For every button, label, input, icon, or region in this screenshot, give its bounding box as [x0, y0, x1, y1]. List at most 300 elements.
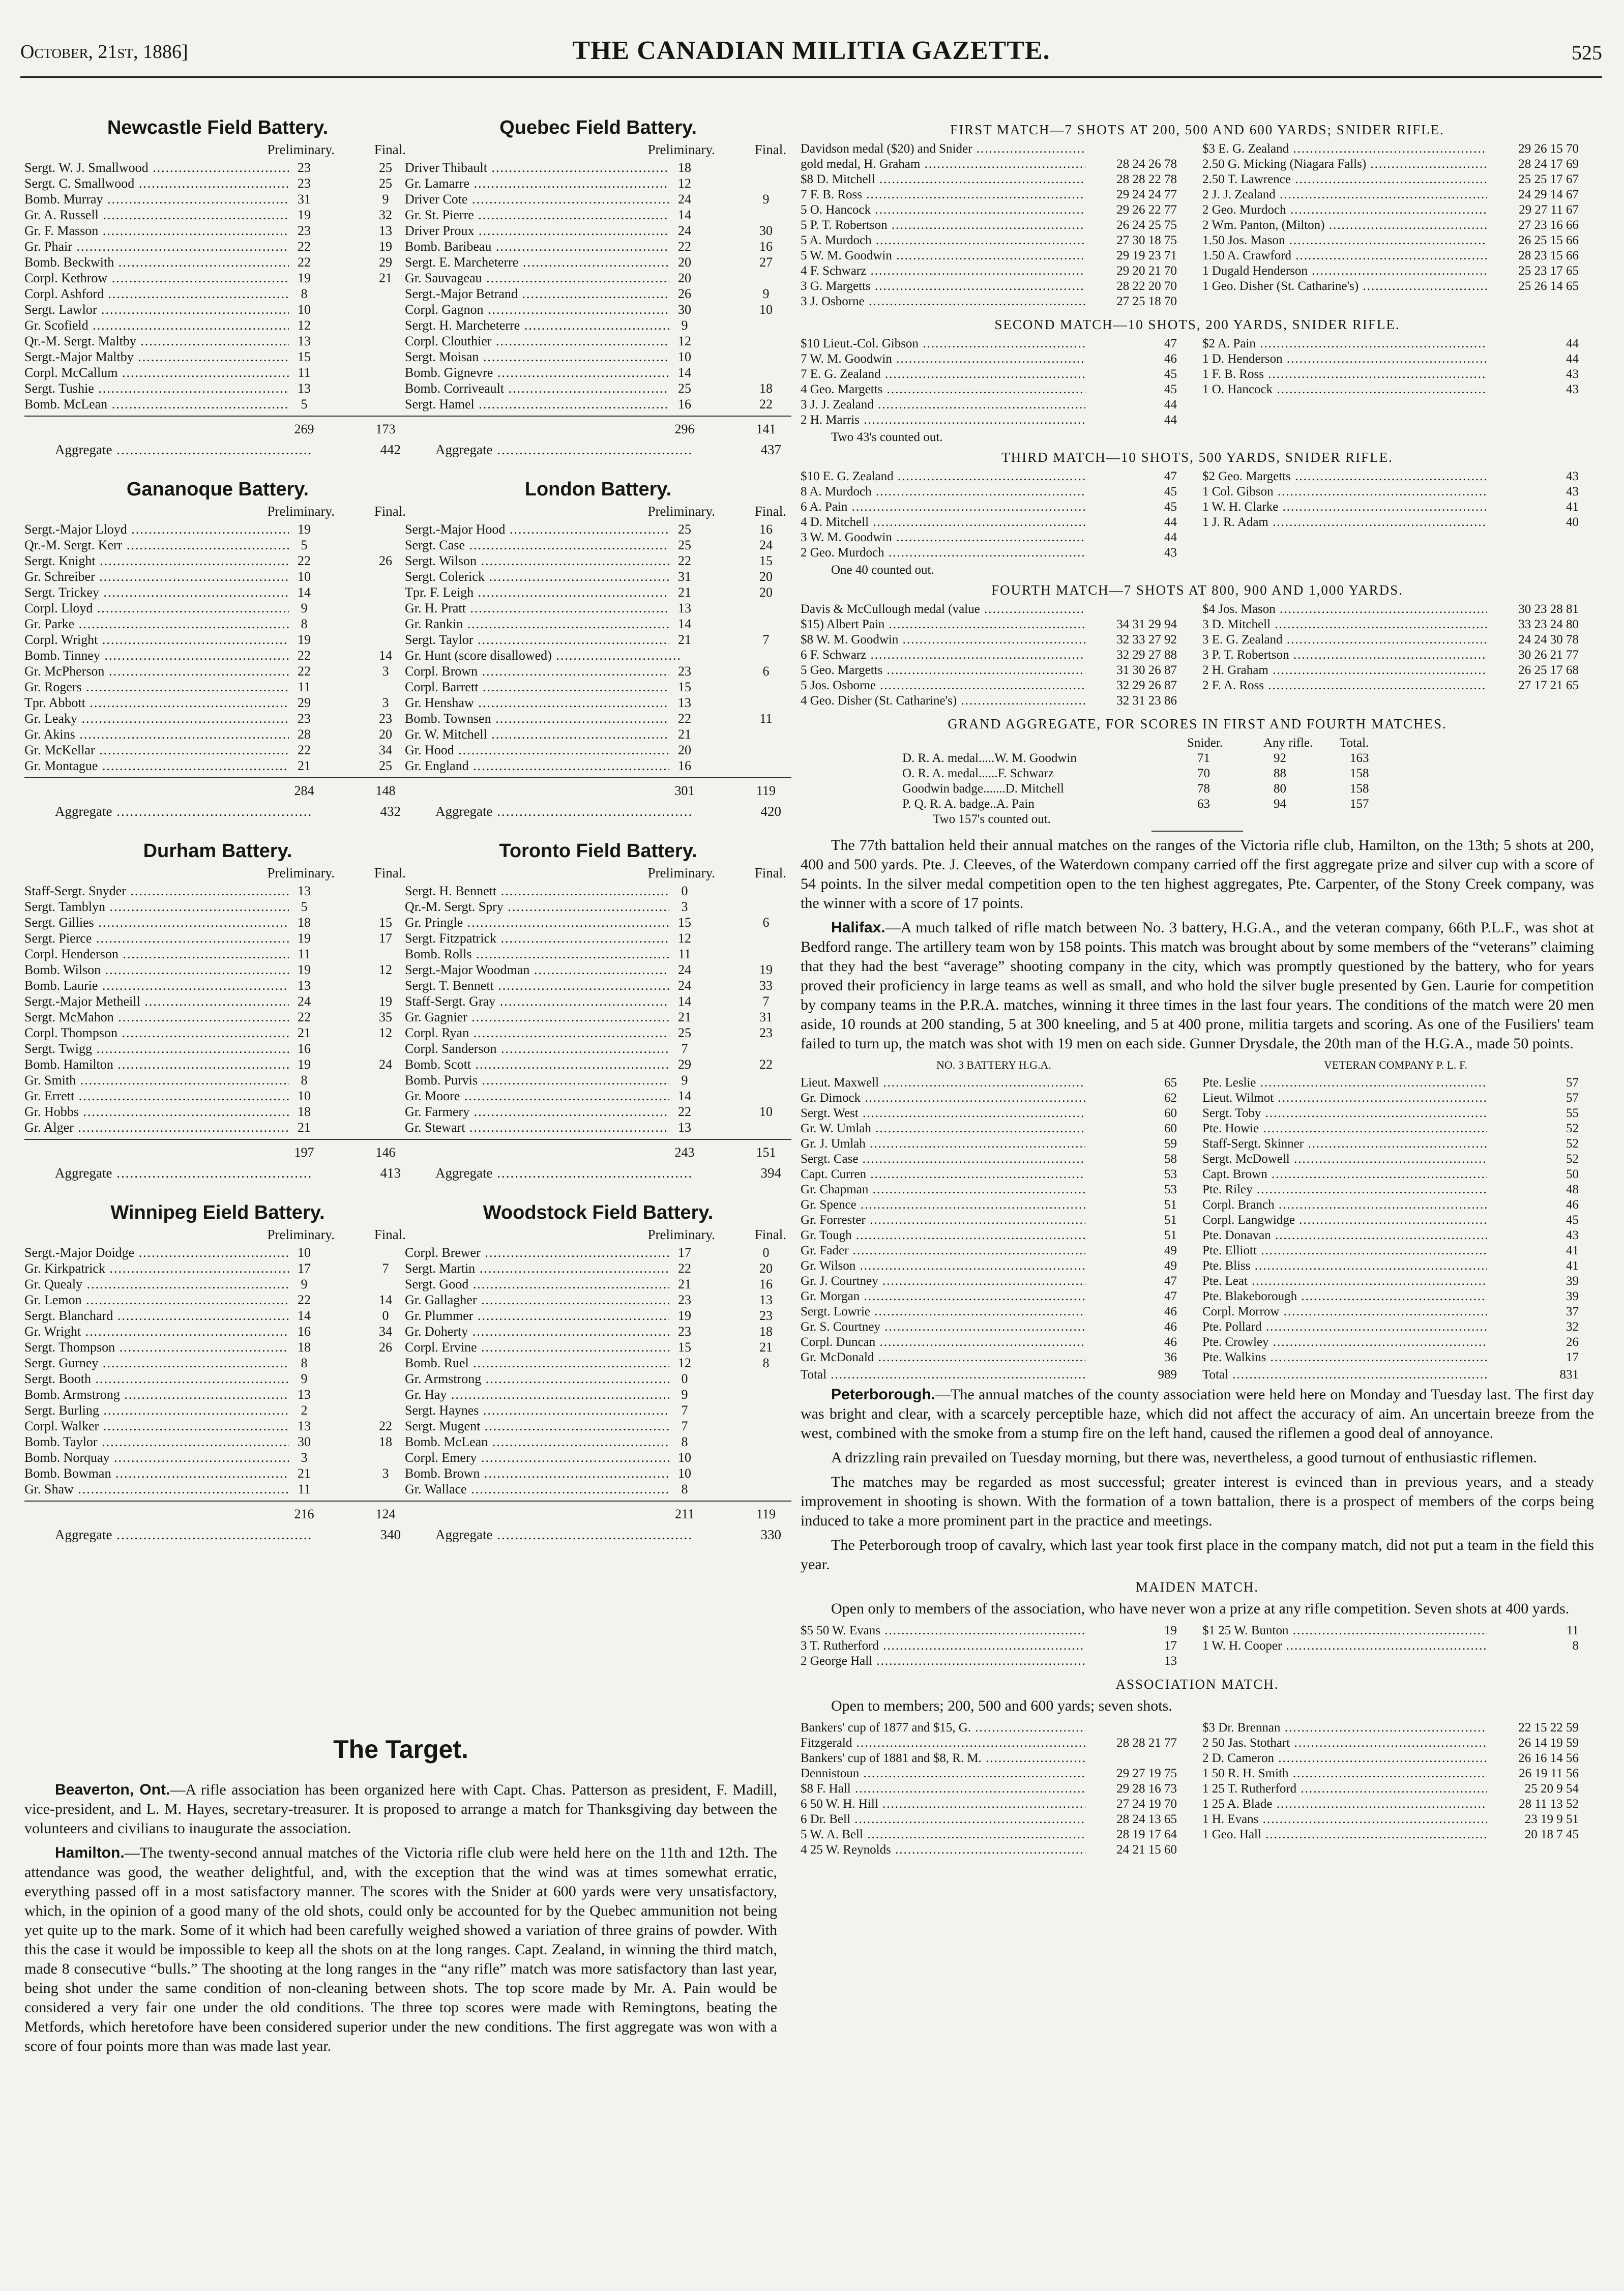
preliminary-score: 12 — [669, 1356, 700, 1371]
total-preliminary: 243 — [674, 1145, 695, 1160]
preliminary-score: 14 — [289, 1308, 319, 1324]
result-row — [1202, 233, 1589, 249]
result-name: Fitzgerald ..... — [801, 1736, 1085, 1750]
result-name: Pte. Crowley ..... — [1202, 1335, 1487, 1349]
result-name: Gr. Morgan ..... — [801, 1289, 1085, 1304]
competitor-name: Sergt. Wilson ..... — [405, 553, 680, 569]
result-score: 29 27 19 75 — [1113, 1767, 1177, 1781]
column-headers — [24, 142, 411, 160]
competitor-name: Sergt. T. Bennett ..... — [405, 978, 680, 993]
result-name: 2 F. A. Ross ..... — [1202, 679, 1487, 693]
final-score: 6 — [751, 664, 781, 679]
result-score: 30 23 28 81 — [1515, 602, 1579, 616]
score-row — [24, 1419, 411, 1434]
preliminary-score: 22 — [289, 239, 319, 254]
results-half — [801, 1721, 1187, 1858]
result-score: 27 17 21 65 — [1515, 679, 1579, 693]
result-score: 24 21 15 60 — [1113, 1843, 1177, 1857]
aggregate-value: 432 — [377, 804, 401, 819]
preliminary-score: 20 — [669, 255, 700, 270]
final-score: 25 — [370, 758, 401, 774]
competitor-name: Gr. Henshaw ..... — [405, 695, 680, 711]
preliminary-score: 13 — [289, 978, 319, 993]
result-name: $10 Lieut.-Col. Gibson ..... — [801, 337, 1085, 351]
score-row — [24, 1120, 411, 1136]
preliminary-score: 10 — [289, 1245, 319, 1260]
result-score: 58 — [1161, 1152, 1177, 1166]
result-score: 29 28 16 73 — [1113, 1782, 1177, 1796]
header-preliminary: Preliminary. — [267, 1227, 335, 1242]
score-row — [405, 349, 791, 365]
result-row — [1202, 367, 1589, 383]
match-note: Two 43's counted out. — [831, 430, 943, 444]
result-score: 52 — [1563, 1122, 1579, 1136]
final-score: 21 — [751, 1340, 781, 1355]
preliminary-score: 11 — [289, 365, 319, 380]
score-row — [24, 1245, 411, 1261]
header-final: Final. — [754, 1227, 786, 1242]
results-half — [801, 142, 1187, 310]
result-row — [1202, 383, 1589, 398]
final-score: 3 — [370, 695, 401, 711]
result-row — [801, 469, 1187, 485]
preliminary-score: 12 — [289, 318, 319, 333]
result-name: Gr. J. Umlah ..... — [801, 1137, 1085, 1151]
result-row — [1202, 648, 1589, 663]
grand-score: 158 — [1350, 782, 1369, 796]
result-row — [1202, 485, 1589, 500]
battery-table — [24, 117, 411, 464]
match-intro: Open to members; 200, 500 and 600 yards; seven shots. — [831, 1697, 1172, 1714]
result-row — [801, 1228, 1187, 1244]
result-name: 6 F. Schwarz ..... — [801, 648, 1085, 662]
preliminary-score: 24 — [669, 962, 700, 978]
result-row — [801, 142, 1187, 157]
preliminary-score: 14 — [669, 616, 700, 632]
preliminary-score: 3 — [669, 899, 700, 915]
totals-row — [24, 1501, 411, 1527]
aggregate-label: Aggregate ..... — [55, 1527, 312, 1543]
final-score: 0 — [370, 1308, 401, 1324]
match-title: FOURTH MATCH—7 SHOTS AT 800, 900 AND 1,000 YARDS. — [991, 582, 1403, 598]
final-score: 24 — [370, 1057, 401, 1072]
competitor-name: Gr. Wright ..... — [24, 1324, 299, 1339]
result-row — [801, 546, 1187, 561]
competitor-name: Gr. Hay ..... — [405, 1387, 680, 1402]
final-score: 18 — [751, 1324, 781, 1339]
score-row — [405, 884, 791, 899]
result-name: Lieut. Wilmot ..... — [1202, 1091, 1487, 1105]
result-score: 45 — [1161, 485, 1177, 499]
preliminary-score: 21 — [289, 1025, 319, 1041]
preliminary-score: 9 — [669, 1387, 700, 1402]
competitor-name: Sergt. Hamel ..... — [405, 397, 680, 412]
preliminary-score: 22 — [669, 239, 700, 254]
competitor-name: Corpl. Thompson ..... — [24, 1025, 299, 1041]
total-preliminary: 301 — [674, 783, 695, 798]
result-score: 28 19 17 64 — [1113, 1828, 1177, 1842]
aggregate-label: Aggregate ..... — [435, 804, 693, 819]
result-row — [801, 1335, 1187, 1350]
preliminary-score: 23 — [289, 160, 319, 175]
preliminary-score: 15 — [289, 349, 319, 365]
result-score: 26 25 15 66 — [1515, 233, 1579, 248]
result-name: 6 Dr. Bell ..... — [801, 1812, 1085, 1827]
score-row — [24, 239, 411, 255]
halifax-team-headers — [801, 1059, 1594, 1076]
preliminary-score: 31 — [289, 192, 319, 207]
result-score: 41 — [1563, 500, 1579, 514]
competitor-name: Bomb. Murray ..... — [24, 192, 299, 207]
result-score: 51 — [1161, 1228, 1177, 1243]
result-name: 4 25 W. Reynolds ..... — [801, 1843, 1085, 1857]
preliminary-score: 15 — [669, 1340, 700, 1355]
result-row — [1202, 352, 1589, 367]
result-score: 24 24 30 78 — [1515, 633, 1579, 647]
result-score: 46 — [1161, 1335, 1177, 1349]
final-score: 12 — [370, 1025, 401, 1041]
competitor-name: Gr. Errett ..... — [24, 1089, 299, 1104]
score-row — [24, 585, 411, 601]
total-final: 151 — [756, 1145, 776, 1160]
halifax-results — [801, 1076, 1594, 1368]
final-score: 16 — [751, 1277, 781, 1292]
total-final: 146 — [375, 1145, 396, 1160]
result-row — [1202, 279, 1589, 295]
result-name: 4 D. Mitchell ..... — [801, 515, 1085, 530]
result-score: 25 25 17 67 — [1515, 172, 1579, 187]
result-row — [1202, 1350, 1589, 1366]
grand-row — [902, 767, 1594, 782]
article-text: —A rifle association has been organized here with Capt. Chas. Patterson as president, F. Madill, vice-president, and L. M. Hayes, secretary-treasurer. It is proposed to arrange a match for Thanksgiving day between the volunteers and civilians to inaugurate the association. — [24, 1781, 777, 1837]
score-row — [24, 349, 411, 365]
preliminary-score: 21 — [669, 1010, 700, 1025]
result-name: Pte. Bliss ..... — [1202, 1259, 1487, 1273]
aggregate-row — [24, 442, 411, 464]
result-name: 4 F. Schwarz ..... — [801, 264, 1085, 278]
competitor-name: Corpl. Gagnon ..... — [405, 302, 680, 317]
result-name: 3 P. T. Robertson ..... — [1202, 648, 1487, 662]
result-name: gold medal, H. Graham ..... — [801, 157, 1085, 171]
preliminary-score: 19 — [289, 271, 319, 286]
result-name: Pte. Blakeborough ..... — [1202, 1289, 1487, 1304]
result-row — [1202, 1137, 1589, 1152]
preliminary-score: 22 — [669, 711, 700, 726]
competitor-name: Gr. Leaky ..... — [24, 711, 299, 726]
page-number: 525 — [1572, 41, 1602, 64]
score-row — [405, 1261, 791, 1277]
result-name: 3 J. J. Zealand ..... — [801, 398, 1085, 412]
grand-header-row — [902, 736, 1594, 751]
competitor-name: Qr.-M. Sergt. Kerr ..... — [24, 538, 299, 553]
results-half — [1202, 1624, 1589, 1654]
match-note: One 40 counted out. — [831, 563, 934, 577]
score-row — [24, 899, 411, 915]
score-row — [24, 695, 411, 711]
preliminary-score: 22 — [289, 553, 319, 569]
competitor-name: Gr. Doherty ..... — [405, 1324, 680, 1339]
final-score: 18 — [370, 1434, 401, 1450]
result-score: 24 29 14 67 — [1515, 188, 1579, 202]
result-name: 3 D. Mitchell ..... — [1202, 618, 1487, 632]
results-half — [1202, 142, 1589, 295]
result-score: 26 19 11 56 — [1516, 1767, 1579, 1781]
final-score: 20 — [370, 727, 401, 742]
competitor-name: Gr. Kirkpatrick ..... — [24, 1261, 299, 1276]
competitor-name: Corpl. Barrett ..... — [405, 680, 680, 695]
result-name: 1 H. Evans ..... — [1202, 1812, 1487, 1827]
preliminary-score: 19 — [289, 632, 319, 648]
competitor-name: Bomb. Wilson ..... — [24, 962, 299, 978]
battery-title: Winnipeg Eield Battery. — [110, 1202, 325, 1223]
competitor-name: Bomb. Baribeau ..... — [405, 239, 680, 254]
result-score: 13 — [1161, 1654, 1177, 1668]
result-score: 44 — [1161, 515, 1177, 530]
result-name: Gr. Chapman ..... — [801, 1183, 1085, 1197]
result-row — [801, 1122, 1187, 1137]
battery-title: Newcastle Field Battery. — [107, 117, 329, 138]
result-name: $8 F. Hall ..... — [801, 1782, 1085, 1796]
preliminary-score: 13 — [289, 884, 319, 899]
competitor-name: Gr. Rogers ..... — [24, 680, 299, 695]
result-name: Gr. Forrester ..... — [801, 1213, 1085, 1227]
result-row — [1202, 1167, 1589, 1183]
result-score: 52 — [1563, 1152, 1579, 1166]
competitor-name: Bomb. McLean ..... — [24, 397, 299, 412]
result-name: 2 50 Jas. Stothart ..... — [1202, 1736, 1487, 1750]
preliminary-score: 30 — [669, 302, 700, 317]
divider-rule — [1151, 831, 1243, 832]
competitor-name: Tpr. Abbott ..... — [24, 695, 299, 711]
result-row — [1202, 337, 1589, 352]
result-name: Corpl. Langwidge ..... — [1202, 1213, 1487, 1227]
result-score: 27 25 18 70 — [1113, 295, 1177, 309]
result-score: 26 14 19 59 — [1515, 1736, 1579, 1750]
total-preliminary: 211 — [674, 1507, 695, 1521]
score-row — [24, 381, 411, 397]
competitor-name: Gr. Moore ..... — [405, 1089, 680, 1104]
preliminary-score: 29 — [669, 1057, 700, 1072]
result-name: Corpl. Branch ..... — [1202, 1198, 1487, 1212]
preliminary-score: 23 — [289, 176, 319, 191]
result-score: 47 — [1161, 1289, 1177, 1304]
preliminary-score: 13 — [669, 601, 700, 616]
score-row — [24, 1387, 411, 1403]
score-row — [405, 255, 791, 271]
competitor-name: Sergt. McMahon ..... — [24, 1010, 299, 1025]
aggregate-row — [405, 442, 791, 464]
header-final: Final. — [374, 504, 406, 519]
score-row — [405, 601, 791, 616]
grand-score: 71 — [1197, 751, 1210, 765]
competitor-name: Bomb. Laurie ..... — [24, 978, 299, 993]
aggregate-row — [405, 1527, 791, 1549]
final-score: 27 — [751, 255, 781, 270]
result-name: $3 Dr. Brennan ..... — [1202, 1721, 1487, 1735]
result-name: Gr. Wilson ..... — [801, 1259, 1085, 1273]
aggregate-value: 330 — [758, 1527, 782, 1543]
score-row — [405, 365, 791, 381]
score-row — [405, 1041, 791, 1057]
competitor-name: Bomb. Brown ..... — [405, 1466, 680, 1481]
result-name: 3 J. Osborne ..... — [801, 295, 1085, 309]
preliminary-score: 22 — [289, 648, 319, 663]
article-lead: Hamilton. — [55, 1844, 125, 1861]
score-row — [405, 1277, 791, 1293]
final-score: 9 — [370, 192, 401, 207]
final-score: 0 — [751, 1245, 781, 1260]
result-score: 26 — [1563, 1335, 1579, 1349]
match-results — [801, 1624, 1594, 1671]
score-row — [24, 1466, 411, 1482]
competitor-name: Gr. Shaw ..... — [24, 1482, 299, 1497]
result-name: 1 D. Henderson ..... — [1202, 352, 1487, 366]
article-text: A drizzling rain prevailed on Tuesday morning, but there was, nevertheless, a good turnout of enthusiastic riflemen. — [831, 1449, 1538, 1466]
result-score: 59 — [1161, 1137, 1177, 1151]
total-final: 148 — [375, 783, 396, 798]
match-title: MAIDEN MATCH. — [1136, 1579, 1259, 1595]
result-name: 3 G. Margetts ..... — [801, 279, 1085, 293]
result-score: 31 30 26 87 — [1113, 663, 1177, 678]
result-score: 20 18 7 45 — [1522, 1828, 1579, 1842]
score-row — [24, 884, 411, 899]
result-name: 1 50 R. H. Smith ..... — [1202, 1767, 1487, 1781]
result-row — [801, 1797, 1187, 1812]
result-name: 5 A. Murdoch ..... — [801, 233, 1085, 248]
result-score: 28 23 15 66 — [1515, 249, 1579, 263]
competitor-name: Sergt. Mugent ..... — [405, 1419, 680, 1434]
result-score: 47 — [1161, 469, 1177, 484]
score-row — [405, 758, 791, 774]
final-score: 20 — [751, 585, 781, 600]
result-score: 43 — [1563, 383, 1579, 397]
battery-table — [24, 840, 411, 1188]
result-row — [1202, 249, 1589, 264]
preliminary-score: 13 — [289, 381, 319, 396]
score-row — [405, 743, 791, 758]
competitor-name: Sergt. Booth ..... — [24, 1371, 299, 1387]
result-row — [801, 157, 1187, 172]
result-row — [801, 264, 1187, 279]
result-score: 831 — [1557, 1368, 1579, 1382]
result-score: 17 — [1563, 1350, 1579, 1365]
result-name: 5 Jos. Osborne ..... — [801, 679, 1085, 693]
results-half — [801, 1368, 1187, 1383]
result-name: 5 W. M. Goodwin ..... — [801, 249, 1085, 263]
score-row — [405, 302, 791, 318]
final-score: 22 — [370, 1419, 401, 1434]
preliminary-score: 18 — [289, 1340, 319, 1355]
results-half — [801, 337, 1187, 428]
aggregate-label: Aggregate ..... — [435, 1165, 693, 1181]
result-score: 43 — [1563, 485, 1579, 499]
halifax-right-title: VETERAN COMPANY P. L. F. — [1323, 1059, 1468, 1071]
result-name: Gr. Spence ..... — [801, 1198, 1085, 1212]
result-name: 7 F. B. Ross ..... — [801, 188, 1085, 202]
battery-table — [405, 117, 791, 464]
competitor-name: Sergt. Pierce ..... — [24, 931, 299, 946]
totals-row — [405, 1139, 791, 1165]
competitor-name: Bomb. Beckwith ..... — [24, 255, 299, 270]
competitor-name: Corpl. Ervine ..... — [405, 1340, 680, 1355]
final-score: 23 — [751, 1308, 781, 1324]
aggregate-label: Aggregate ..... — [55, 442, 312, 458]
score-row — [24, 1308, 411, 1324]
result-score: 11 — [1563, 1624, 1579, 1638]
result-name: 1 W. H. Cooper ..... — [1202, 1639, 1487, 1653]
result-row — [1202, 1259, 1589, 1274]
result-row — [801, 218, 1187, 233]
result-name: Sergt. Lowrie ..... — [801, 1305, 1085, 1319]
preliminary-score: 14 — [669, 994, 700, 1009]
result-score: 45 — [1161, 500, 1177, 514]
competitor-name: Gr. Hunt (score disallowed) ..... — [405, 648, 680, 663]
result-name: Pte. Leslie ..... — [1202, 1076, 1487, 1090]
score-row — [24, 601, 411, 616]
score-row — [24, 1073, 411, 1089]
score-row — [24, 743, 411, 758]
article-lead: Peterborough. — [831, 1386, 936, 1403]
preliminary-score: 20 — [669, 743, 700, 758]
target-articles — [24, 1780, 777, 2061]
score-row — [405, 160, 791, 176]
result-row — [801, 1106, 1187, 1122]
total-preliminary: 216 — [294, 1507, 314, 1521]
grand-row — [902, 751, 1594, 767]
result-row — [1202, 1782, 1589, 1797]
score-row — [405, 1340, 791, 1356]
competitor-name: Bomb. Scott ..... — [405, 1057, 680, 1072]
score-row — [405, 978, 791, 994]
result-row — [801, 233, 1187, 249]
result-score: 32 33 27 92 — [1113, 633, 1177, 647]
competitor-name: Sergt. Haynes ..... — [405, 1403, 680, 1418]
result-row — [1202, 1797, 1589, 1812]
preliminary-score: 8 — [669, 1434, 700, 1450]
score-row — [24, 365, 411, 381]
score-row — [24, 1450, 411, 1466]
result-score: 29 24 24 77 — [1113, 188, 1177, 202]
result-name: Dennistoun ..... — [801, 1767, 1085, 1781]
score-row — [405, 381, 791, 397]
final-score: 10 — [751, 302, 781, 317]
preliminary-score: 8 — [289, 1073, 319, 1088]
result-score: 41 — [1563, 1259, 1579, 1273]
result-name: Corpl. Morrow ..... — [1202, 1305, 1487, 1319]
match-results — [801, 142, 1594, 312]
result-score: 44 — [1563, 352, 1579, 366]
result-score: 22 15 22 59 — [1515, 1721, 1579, 1735]
results-half — [1202, 1721, 1589, 1843]
result-name: 2 J. J. Zealand ..... — [1202, 188, 1487, 202]
result-row — [801, 1736, 1187, 1751]
result-row — [1202, 142, 1589, 157]
result-name: 1 Col. Gibson ..... — [1202, 485, 1487, 499]
preliminary-score: 23 — [289, 711, 319, 726]
result-score: 30 26 21 77 — [1515, 648, 1579, 662]
score-row — [405, 1245, 791, 1261]
competitor-name: Tpr. F. Leigh ..... — [405, 585, 680, 600]
aggregate-row — [405, 1165, 791, 1188]
article-paragraph — [801, 836, 1594, 913]
score-row — [24, 522, 411, 538]
result-row — [1202, 679, 1589, 694]
score-row — [405, 1450, 791, 1466]
preliminary-score: 10 — [289, 569, 319, 584]
preliminary-score: 11 — [669, 947, 700, 962]
total-preliminary: 269 — [294, 422, 314, 436]
competitor-name: Gr. Montague ..... — [24, 758, 299, 774]
